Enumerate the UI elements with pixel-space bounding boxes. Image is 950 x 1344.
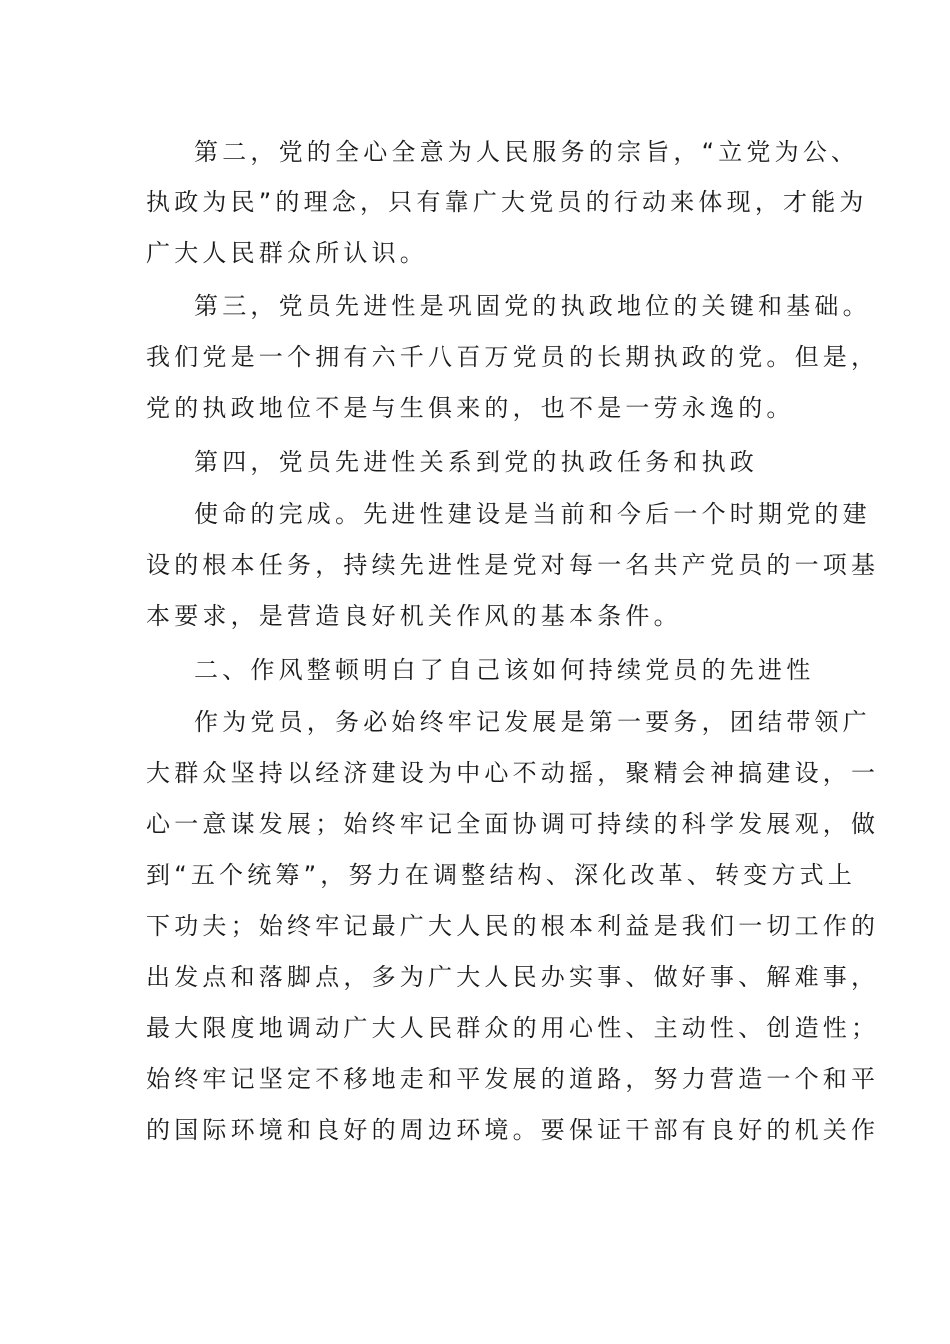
text-line: 大群众坚持以经济建设为中心不动摇，聚精会神搞建设，一 [146, 759, 880, 787]
text-line: 下功夫；始终牢记最广大人民的根本利益是我们一切工作的 [146, 912, 880, 940]
section-heading: 二、作风整顿明白了自己该如何持续党员的先进性 [194, 656, 815, 684]
text-line: 第二，党的全心全意为人民服务的宗旨，“立党为公、 [194, 138, 860, 166]
text-line: 我们党是一个拥有六千八百万党员的长期执政的党。但是， [146, 343, 880, 371]
text-line: 本要求，是营造良好机关作风的基本条件。 [146, 602, 682, 630]
text-line: 始终牢记坚定不移地走和平发展的道路，努力营造一个和平 [146, 1065, 880, 1093]
text-line: 的国际环境和良好的周边环境。要保证干部有良好的机关作 [146, 1116, 880, 1144]
text-line: 执政为民”的理念，只有靠广大党员的行动来体现，才能为 [146, 188, 868, 216]
text-line: 设的根本任务，持续先进性是党对每一名共产党员的一项基 [146, 551, 880, 579]
text-line: 使命的完成。先进性建设是当前和今后一个时期党的建 [194, 500, 871, 528]
text-line: 党的执政地位不是与生俱来的，也不是一劳永逸的。 [146, 394, 795, 422]
text-line: 到“五个统筹”，努力在调整结构、深化改革、转变方式上 [146, 861, 857, 889]
text-line: 第三，党员先进性是巩固党的执政地位的关键和基础。 [194, 292, 871, 320]
text-line: 最大限度地调动广大人民群众的用心性、主动性、创造性； [146, 1014, 880, 1042]
text-line: 心一意谋发展；始终牢记全面协调可持续的科学发展观，做 [146, 810, 880, 838]
text-line: 第四，党员先进性关系到党的执政任务和执政 [194, 448, 758, 476]
text-line: 作为党员，务必始终牢记发展是第一要务，团结带领广 [194, 708, 871, 736]
text-line: 出发点和落脚点，多为广大人民办实事、做好事、解难事， [146, 963, 880, 991]
text-line: 广大人民群众所认识。 [146, 239, 428, 267]
